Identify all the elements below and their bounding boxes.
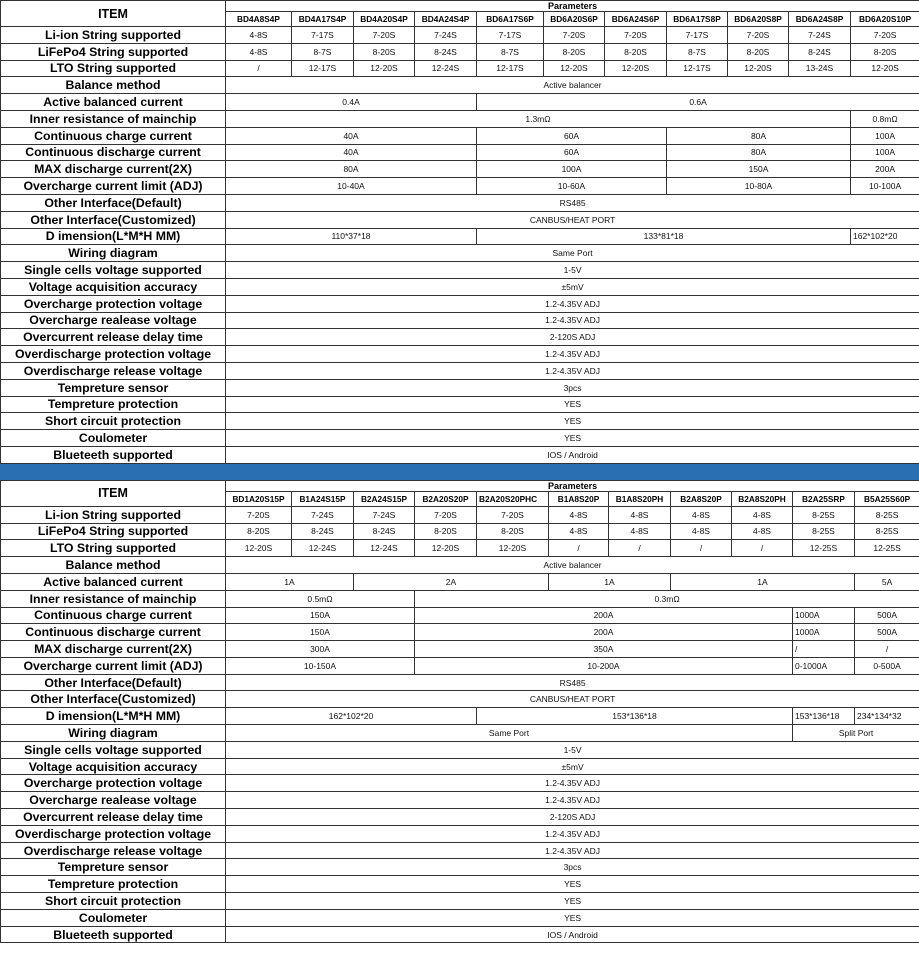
- spec-label: Overcharge current limit (ADJ): [1, 178, 226, 195]
- spec-row: [1, 110, 919, 127]
- spec-value: 0-1000A: [793, 657, 855, 674]
- spec-row: [1, 413, 919, 430]
- spec-value: 8-24S: [415, 43, 477, 60]
- spec-value: 12-20S: [477, 540, 549, 557]
- spec-value: 0.4A: [226, 94, 477, 111]
- model-name: BD4A17S4P: [292, 12, 354, 27]
- model-name: BD4A8S4P: [226, 12, 292, 27]
- spec-row: [1, 741, 919, 758]
- model-name: BD6A17S8P: [667, 12, 728, 27]
- spec-label: Tempreture sensor: [1, 379, 226, 396]
- spec-value: 1-5V: [226, 262, 919, 279]
- spec-value: 1.2-4.35V ADJ: [226, 842, 919, 859]
- spec-row: [1, 94, 919, 111]
- spec-value: 1A: [226, 573, 354, 590]
- spec-value: /: [732, 540, 793, 557]
- spec-rows: [1, 506, 919, 943]
- spec-row: [1, 725, 919, 742]
- spec-value: 1000A: [793, 624, 855, 641]
- spec-row: [1, 792, 919, 809]
- spec-row: [1, 379, 919, 396]
- model-name: B1A8S20PH: [609, 491, 671, 506]
- spec-row: [1, 161, 919, 178]
- spec-value: 8-20S: [415, 523, 477, 540]
- spec-value: 162*102*20: [851, 228, 919, 245]
- parameters-header: Parameters: [226, 1, 919, 12]
- spec-label: Overdischarge release voltage: [1, 842, 226, 859]
- spec-value: Same Port: [226, 245, 919, 262]
- spec-value: Active balancer: [226, 77, 919, 94]
- spec-label: Voltage acquisition accuracy: [1, 758, 226, 775]
- spec-row: [1, 809, 919, 826]
- spec-value: 4-8S: [226, 27, 292, 44]
- spec-label: Overdischarge protection voltage: [1, 825, 226, 842]
- spec-value: 2A: [354, 573, 549, 590]
- spec-label: Overcurrent release delay time: [1, 329, 226, 346]
- spec-value: 7-24S: [415, 27, 477, 44]
- spec-row: [1, 60, 919, 77]
- model-name: B1A24S15P: [292, 491, 354, 506]
- spec-row: [1, 859, 919, 876]
- spec-value: 12-20S: [544, 60, 605, 77]
- spec-value: /: [855, 641, 919, 658]
- spec-value: 7-24S: [789, 27, 851, 44]
- model-name: BD4A24S4P: [415, 12, 477, 27]
- spec-value: 8-20S: [226, 523, 292, 540]
- spec-value: 7-17S: [292, 27, 354, 44]
- spec-value: 8-20S: [544, 43, 605, 60]
- spec-label: D imension(L*M*H MM): [1, 228, 226, 245]
- spec-value: 10-150A: [226, 657, 415, 674]
- spec-row: [1, 329, 919, 346]
- spec-value: 150A: [226, 607, 415, 624]
- spec-label: Short circuit protection: [1, 413, 226, 430]
- spec-row: [1, 708, 919, 725]
- spec-label: Blueteeth supported: [1, 446, 226, 463]
- spec-label: LiFePo4 String supported: [1, 43, 226, 60]
- spec-label: Continuous discharge current: [1, 624, 226, 641]
- spec-value: 7-20S: [605, 27, 667, 44]
- spec-value: 4-8S: [732, 523, 793, 540]
- spec-value: CANBUS/HEAT PORT: [226, 691, 919, 708]
- spec-value: 100A: [477, 161, 667, 178]
- spec-label: MAX discharge current(2X): [1, 161, 226, 178]
- spec-label: Coulometer: [1, 430, 226, 447]
- spec-row: [1, 278, 919, 295]
- spec-value: /: [549, 540, 609, 557]
- spec-value: 10-80A: [667, 178, 851, 195]
- model-name: B2A20S20P: [415, 491, 477, 506]
- model-name: BD6A20S8P: [728, 12, 789, 27]
- spec-value: /: [671, 540, 732, 557]
- spec-value: 4-8S: [671, 523, 732, 540]
- spec-value: 8-24S: [292, 523, 354, 540]
- spec-value: 10-60A: [477, 178, 667, 195]
- model-name: B2A25SRP: [793, 491, 855, 506]
- spec-value: 133*81*18: [477, 228, 851, 245]
- spec-label: Single cells voltage supported: [1, 741, 226, 758]
- spec-value: 8-7S: [292, 43, 354, 60]
- spec-value: 8-25S: [793, 523, 855, 540]
- spec-value: 4-8S: [609, 523, 671, 540]
- spec-value: 1.2-4.35V ADJ: [226, 825, 919, 842]
- spec-value: 100A: [851, 127, 919, 144]
- spec-value: 200A: [415, 624, 793, 641]
- spec-value: 10-200A: [415, 657, 793, 674]
- spec-value: YES: [226, 909, 919, 926]
- spec-label: Tempreture protection: [1, 876, 226, 893]
- spec-label: Coulometer: [1, 909, 226, 926]
- spec-value: 8-7S: [477, 43, 544, 60]
- spec-value: 1.2-4.35V ADJ: [226, 312, 919, 329]
- spec-value: 200A: [851, 161, 919, 178]
- spec-row: [1, 758, 919, 775]
- spec-value: 10-100A: [851, 178, 919, 195]
- spec-value: YES: [226, 396, 919, 413]
- spec-row: [1, 506, 919, 523]
- spec-value: 234*134*32: [855, 708, 919, 725]
- spec-value: 80A: [667, 144, 851, 161]
- spec-value: Split Port: [793, 725, 919, 742]
- spec-value: 8-20S: [354, 43, 415, 60]
- model-name: BD6A20S6P: [544, 12, 605, 27]
- spec-label: Other Interface(Default): [1, 674, 226, 691]
- spec-label: Other Interface(Customized): [1, 691, 226, 708]
- spec-value: 10-40A: [226, 178, 477, 195]
- model-name: BD1A20S15P: [226, 491, 292, 506]
- spec-row: [1, 430, 919, 447]
- model-name: BD6A17S6P: [477, 12, 544, 27]
- spec-value: 12-24S: [354, 540, 415, 557]
- spec-value: 7-17S: [477, 27, 544, 44]
- spec-value: 12-20S: [415, 540, 477, 557]
- spec-row: [1, 825, 919, 842]
- spec-label: Active balanced current: [1, 573, 226, 590]
- spec-value: /: [609, 540, 671, 557]
- spec-row: [1, 607, 919, 624]
- spec-value: 300A: [226, 641, 415, 658]
- spec-value: 7-20S: [851, 27, 919, 44]
- spec-value: ±5mV: [226, 758, 919, 775]
- spec-value: 3pcs: [226, 379, 919, 396]
- spec-row: [1, 641, 919, 658]
- spec-label: Li-ion String supported: [1, 27, 226, 44]
- spec-value: 8-25S: [793, 506, 855, 523]
- spec-row: [1, 127, 919, 144]
- spec-label: Inner resistance of mainchip: [1, 590, 226, 607]
- spec-row: [1, 312, 919, 329]
- model-name: B2A8S20P: [671, 491, 732, 506]
- spec-value: 150A: [667, 161, 851, 178]
- spec-value: 1.2-4.35V ADJ: [226, 775, 919, 792]
- spec-value: 8-20S: [605, 43, 667, 60]
- spec-value: 100A: [851, 144, 919, 161]
- spec-row: [1, 144, 919, 161]
- spec-row: [1, 573, 919, 590]
- spec-value: 40A: [226, 144, 477, 161]
- spec-value: 0-500A: [855, 657, 919, 674]
- spec-label: Balance method: [1, 557, 226, 574]
- spec-value: RS485: [226, 674, 919, 691]
- spec-value: 12-24S: [415, 60, 477, 77]
- spec-value: 153*136*18: [477, 708, 793, 725]
- spec-table-1: [0, 0, 919, 464]
- spec-value: 162*102*20: [226, 708, 477, 725]
- spec-value: 7-20S: [415, 506, 477, 523]
- spec-value: 4-8S: [732, 506, 793, 523]
- model-name: BD6A24S6P: [605, 12, 667, 27]
- spec-value: 5A: [855, 573, 919, 590]
- spec-row: [1, 245, 919, 262]
- spec-value: /: [226, 60, 292, 77]
- spec-value: 7-20S: [728, 27, 789, 44]
- spec-value: 12-20S: [728, 60, 789, 77]
- spec-value: 4-8S: [549, 523, 609, 540]
- spec-value: 80A: [226, 161, 477, 178]
- spec-label: Overcharge current limit (ADJ): [1, 657, 226, 674]
- spec-label: Overcharge realease voltage: [1, 792, 226, 809]
- section-separator: [0, 464, 919, 480]
- spec-row: [1, 624, 919, 641]
- spec-value: 7-17S: [667, 27, 728, 44]
- spec-row: [1, 557, 919, 574]
- spec-value: YES: [226, 430, 919, 447]
- spec-value: 12-20S: [605, 60, 667, 77]
- item-header: ITEM: [1, 1, 226, 27]
- spec-row: [1, 228, 919, 245]
- spec-value: 7-24S: [292, 506, 354, 523]
- spec-value: 8-20S: [851, 43, 919, 60]
- spec-value: 8-20S: [728, 43, 789, 60]
- spec-value: 0.8mΩ: [851, 110, 919, 127]
- spec-label: Wiring diagram: [1, 245, 226, 262]
- spec-label: LiFePo4 String supported: [1, 523, 226, 540]
- spec-value: IOS / Android: [226, 926, 919, 943]
- spec-label: LTO String supported: [1, 540, 226, 557]
- spec-value: 3pcs: [226, 859, 919, 876]
- spec-value: 12-17S: [292, 60, 354, 77]
- spec-label: Overdischarge protection voltage: [1, 346, 226, 363]
- spec-label: Short circuit protection: [1, 893, 226, 910]
- spec-row: [1, 77, 919, 94]
- spec-value: 0.3mΩ: [415, 590, 919, 607]
- spec-value: 8-25S: [855, 506, 919, 523]
- model-name: B2A8S20PH: [732, 491, 793, 506]
- spec-value: IOS / Android: [226, 446, 919, 463]
- model-name: B5A25S60P: [855, 491, 919, 506]
- spec-row: [1, 876, 919, 893]
- model-name: B2A24S15P: [354, 491, 415, 506]
- spec-row: [1, 674, 919, 691]
- spec-label: Overcharge protection voltage: [1, 775, 226, 792]
- spec-value: 8-24S: [789, 43, 851, 60]
- spec-value: 60A: [477, 127, 667, 144]
- spec-value: 40A: [226, 127, 477, 144]
- spec-row: [1, 842, 919, 859]
- spec-value: 1000A: [793, 607, 855, 624]
- spec-value: 7-20S: [544, 27, 605, 44]
- spec-label: Balance method: [1, 77, 226, 94]
- spec-value: Active balancer: [226, 557, 919, 574]
- spec-row: [1, 211, 919, 228]
- spec-value: 12-25S: [793, 540, 855, 557]
- spec-row: [1, 262, 919, 279]
- spec-value: 153*136*18: [793, 708, 855, 725]
- spec-label: Continuous charge current: [1, 607, 226, 624]
- spec-row: [1, 775, 919, 792]
- spec-value: 1-5V: [226, 741, 919, 758]
- spec-row: [1, 446, 919, 463]
- spec-row: [1, 362, 919, 379]
- spec-label: Overcharge realease voltage: [1, 312, 226, 329]
- spec-value: ±5mV: [226, 278, 919, 295]
- spec-value: 60A: [477, 144, 667, 161]
- model-name: BD6A20S10P: [851, 12, 919, 27]
- spec-row: [1, 926, 919, 943]
- spec-row: [1, 194, 919, 211]
- spec-value: 150A: [226, 624, 415, 641]
- model-name: BD4A20S4P: [354, 12, 415, 27]
- parameters-header: Parameters: [226, 480, 919, 491]
- spec-value: 500A: [855, 607, 919, 624]
- spec-row: [1, 523, 919, 540]
- spec-row: [1, 657, 919, 674]
- spec-value: 7-20S: [354, 27, 415, 44]
- spec-value: 13-24S: [789, 60, 851, 77]
- spec-value: 110*37*18: [226, 228, 477, 245]
- spec-value: /: [793, 641, 855, 658]
- spec-value: YES: [226, 876, 919, 893]
- spec-label: Blueteeth supported: [1, 926, 226, 943]
- item-header: ITEM: [1, 480, 226, 506]
- spec-label: Active balanced current: [1, 94, 226, 111]
- spec-row: [1, 590, 919, 607]
- spec-value: 8-7S: [667, 43, 728, 60]
- spec-label: Wiring diagram: [1, 725, 226, 742]
- spec-value: 8-24S: [354, 523, 415, 540]
- spec-value: 200A: [415, 607, 793, 624]
- spec-value: YES: [226, 893, 919, 910]
- spec-value: 4-8S: [609, 506, 671, 523]
- spec-value: 12-17S: [477, 60, 544, 77]
- spec-value: 1.2-4.35V ADJ: [226, 295, 919, 312]
- spec-value: 2-120S ADJ: [226, 329, 919, 346]
- spec-label: Overcharge protection voltage: [1, 295, 226, 312]
- spec-value: 1.2-4.35V ADJ: [226, 346, 919, 363]
- spec-value: 350A: [415, 641, 793, 658]
- spec-row: [1, 540, 919, 557]
- spec-value: 7-24S: [354, 506, 415, 523]
- spec-value: 1.2-4.35V ADJ: [226, 792, 919, 809]
- spec-value: 0.5mΩ: [226, 590, 415, 607]
- spec-label: Tempreture protection: [1, 396, 226, 413]
- spec-row: [1, 27, 919, 44]
- spec-value: 1A: [671, 573, 855, 590]
- spec-label: LTO String supported: [1, 60, 226, 77]
- spec-label: Continuous discharge current: [1, 144, 226, 161]
- spec-value: 500A: [855, 624, 919, 641]
- spec-label: Other Interface(Default): [1, 194, 226, 211]
- spec-value: 4-8S: [671, 506, 732, 523]
- spec-row: [1, 43, 919, 60]
- spec-table-2: [0, 480, 919, 944]
- spec-row: [1, 295, 919, 312]
- spec-value: 7-20S: [477, 506, 549, 523]
- spec-value: 1A: [549, 573, 671, 590]
- spec-label: Tempreture sensor: [1, 859, 226, 876]
- spec-row: [1, 691, 919, 708]
- spec-value: 1.2-4.35V ADJ: [226, 362, 919, 379]
- spec-value: 2-120S ADJ: [226, 809, 919, 826]
- spec-row: [1, 909, 919, 926]
- spec-rows: [1, 27, 919, 464]
- model-name: BD6A24S8P: [789, 12, 851, 27]
- spec-row: [1, 893, 919, 910]
- spec-value: 7-20S: [226, 506, 292, 523]
- spec-value: 1.3mΩ: [226, 110, 851, 127]
- spec-value: 80A: [667, 127, 851, 144]
- spec-value: Same Port: [226, 725, 793, 742]
- model-name: B1A8S20P: [549, 491, 609, 506]
- spec-value: 12-17S: [667, 60, 728, 77]
- spec-value: 4-8S: [549, 506, 609, 523]
- spec-row: [1, 346, 919, 363]
- model-name: B2A20S20PHC: [477, 491, 549, 506]
- spec-value: 12-20S: [851, 60, 919, 77]
- spec-row: [1, 178, 919, 195]
- spec-label: D imension(L*M*H MM): [1, 708, 226, 725]
- spec-value: 12-20S: [226, 540, 292, 557]
- spec-label: Continuous charge current: [1, 127, 226, 144]
- spec-value: YES: [226, 413, 919, 430]
- spec-value: 4-8S: [226, 43, 292, 60]
- spec-label: MAX discharge current(2X): [1, 641, 226, 658]
- spec-value: 8-25S: [855, 523, 919, 540]
- spec-value: RS485: [226, 194, 919, 211]
- spec-label: Single cells voltage supported: [1, 262, 226, 279]
- spec-label: Overdischarge release voltage: [1, 362, 226, 379]
- spec-value: 12-24S: [292, 540, 354, 557]
- spec-value: 12-20S: [354, 60, 415, 77]
- spec-value: 12-25S: [855, 540, 919, 557]
- spec-label: Overcurrent release delay time: [1, 809, 226, 826]
- spec-label: Li-ion String supported: [1, 506, 226, 523]
- spec-label: Voltage acquisition accuracy: [1, 278, 226, 295]
- spec-label: Inner resistance of mainchip: [1, 110, 226, 127]
- spec-value: 0.6A: [477, 94, 919, 111]
- spec-label: Other Interface(Customized): [1, 211, 226, 228]
- spec-value: 8-20S: [477, 523, 549, 540]
- spec-value: CANBUS/HEAT PORT: [226, 211, 919, 228]
- spec-row: [1, 396, 919, 413]
